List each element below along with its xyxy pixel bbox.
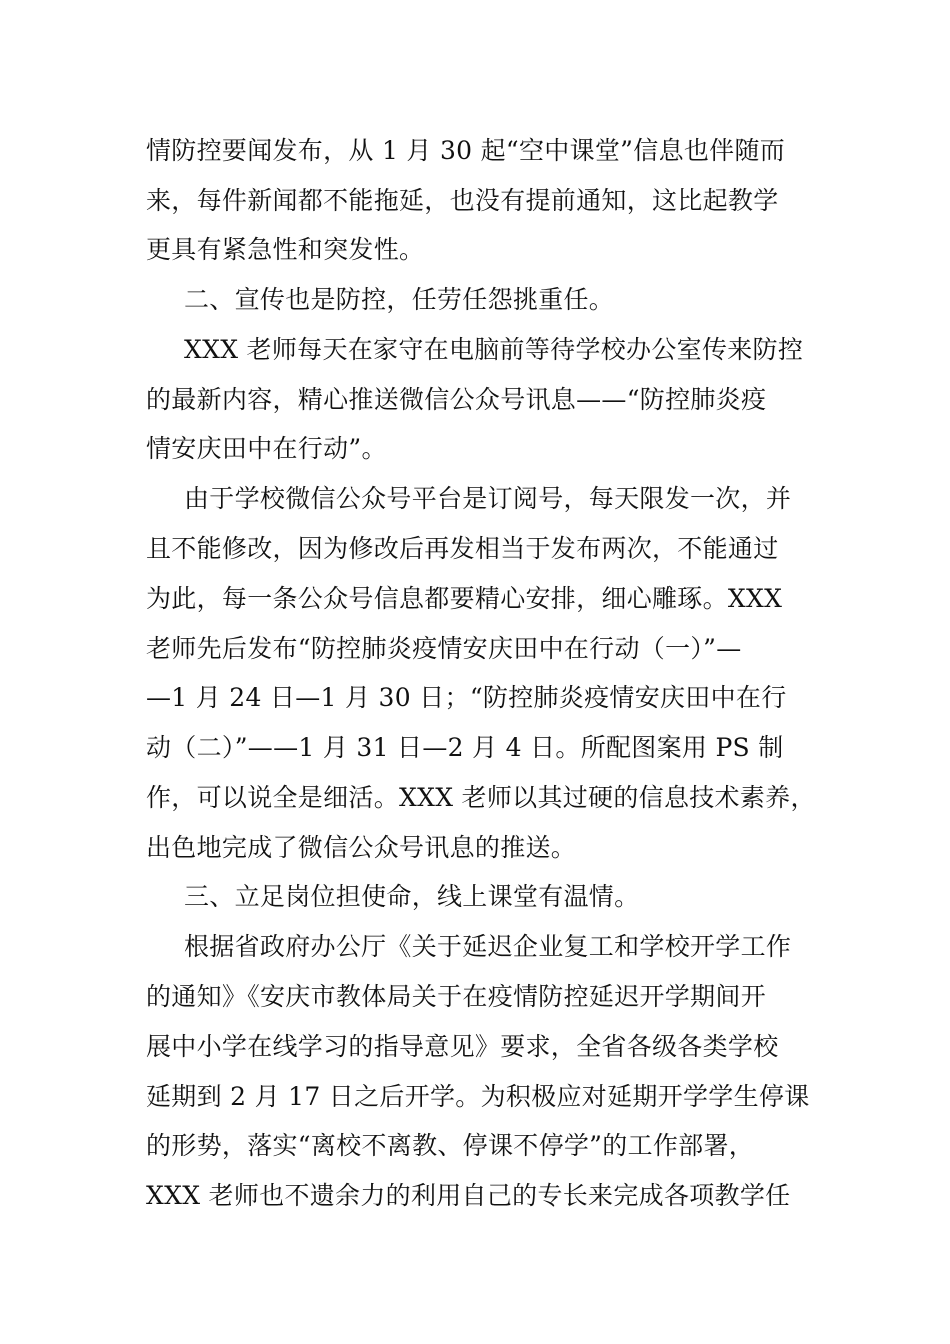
text-line: 情防控要闻发布，从 1 月 30 起“空中课堂”信息也伴随而 (146, 136, 786, 165)
text-line: 更具有紧急性和突发性。 (146, 235, 425, 264)
text-line: 延期到 2 月 17 日之后开学。为积极应对延期开学学生停课 (146, 1082, 810, 1111)
text-line: 由于学校微信公众号平台是订阅号，每天限发一次，并 (184, 484, 792, 513)
text-line: 且不能修改，因为修改后再发相当于发布两次，不能通过 (146, 534, 779, 563)
text-line: 老师先后发布“防控肺炎疫情安庆田中在行动（一）”— (146, 634, 742, 663)
text-line: XXX 老师每天在家守在电脑前等待学校办公室传来防控 (184, 335, 804, 364)
text-line: 情安庆田中在行动”。 (146, 434, 387, 463)
text-line: 根据省政府办公厅《关于延迟企业复工和学校开学工作 (184, 932, 792, 961)
text-line: XXX 老师也不遗余力的利用自己的专长来完成各项教学任 (146, 1181, 791, 1210)
text-line: 展中小学在线学习的指导意见》要求，全省各级各类学校 (146, 1032, 779, 1061)
text-line: 作，可以说全是细活。XXX 老师以其过硬的信息技术素养， (146, 783, 816, 812)
text-line: 来，每件新闻都不能拖延，也没有提前通知，这比起教学 (146, 186, 779, 215)
section-heading: 三、立足岗位担使命，线上课堂有温情。 (184, 882, 640, 911)
text-line: 的通知》《安庆市教体局关于在疫情防控延迟开学期间开 (146, 982, 767, 1011)
text-line: 的最新内容，精心推送微信公众号讯息——“防控肺炎疫 (146, 385, 767, 414)
text-line: —1 月 24 日—1 月 30 日；“防控肺炎疫情安庆田中在行 (146, 683, 787, 712)
text-line: 动（二）”——1 月 31 日—2 月 4 日。所配图案用 PS 制 (146, 733, 784, 762)
text-line: 的形势，落实“离校不离教、停课不停学”的工作部署， (146, 1131, 755, 1160)
text-line: 出色地完成了微信公众号讯息的推送。 (146, 833, 577, 862)
text-line: 为此，每一条公众号信息都要精心安排，细心雕琢。XXX (146, 584, 783, 613)
section-heading: 二、宣传也是防控，任劳任怨挑重任。 (184, 285, 615, 314)
